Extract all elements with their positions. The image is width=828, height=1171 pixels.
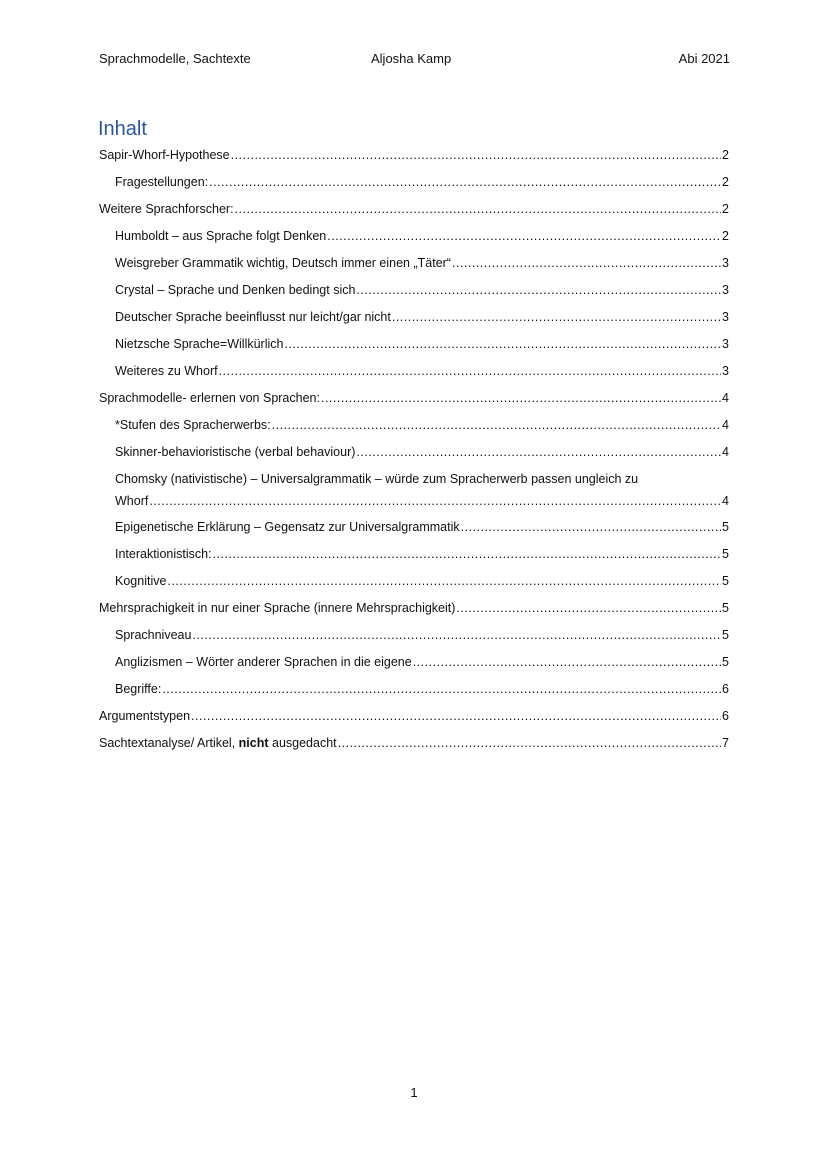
toc-page-number: 4 [722,391,729,405]
toc-entry[interactable] [99,198,729,225]
toc-entry[interactable] [99,144,729,171]
toc-leader-dots [167,570,721,592]
toc-leader-dots [461,516,721,538]
toc-entry[interactable] [99,171,729,198]
toc-entry-text: Weiteres zu Whorf [115,364,218,378]
toc-entry[interactable] [99,732,729,759]
toc-entry-text: Mehrsprachigkeit in nur einer Sprache (innere Mehrsprachigkeit) [99,601,456,615]
toc-entry-text: Nietzsche Sprache=Willkürlich [115,337,284,351]
toc-entry-text: Argumentstypen [99,709,191,723]
toc-entry-text: Weisgreber Grammatik wichtig, Deutsch immer einen „Täter“ [115,256,451,270]
toc-entry-text-line2: Whorf [115,494,149,508]
toc-page-number: 6 [722,682,729,696]
toc-leader-dots [272,414,721,436]
toc-page-number: 4 [722,494,729,508]
toc-leader-dots [191,705,721,727]
toc-entry-text: Begriffe: [115,682,162,696]
toc-entry[interactable] [99,651,729,678]
toc-entry-text: Anglizismen – Wörter anderer Sprachen in die eigene [115,655,412,669]
toc-leader-dots [209,171,721,193]
toc-leader-dots [192,624,721,646]
toc-page-number: 3 [722,256,729,270]
toc-entry[interactable] [99,441,729,468]
toc-leader-dots [219,360,721,382]
toc-entry-text-before: Sachtextanalyse/ Artikel, [99,736,239,750]
table-of-contents [99,144,729,759]
toc-entry[interactable] [99,624,729,651]
toc-entry[interactable] [99,597,729,624]
toc-entry[interactable] [99,414,729,441]
toc-page-number: 5 [722,574,729,588]
toc-leader-dots [452,252,721,274]
toc-entry[interactable] [99,225,729,252]
header-right: Abi 2021 [678,51,730,66]
toc-leader-dots [338,732,721,754]
toc-entry-text: Sprachniveau [115,628,192,642]
toc-entry-text-after: ausgedacht [268,736,337,750]
toc-entry-text: Deutscher Sprache beeinflusst nur leicht/gar nicht [115,310,391,324]
toc-entry[interactable] [99,252,729,279]
toc-page-number: 6 [722,709,729,723]
toc-entry-text-line1: Chomsky (nativistische) – Universalgrammatik – würde zum Spracherwerb passen ungleich zu [115,472,639,486]
toc-leader-dots [213,543,721,565]
toc-page-number: 5 [722,655,729,669]
toc-page-number: 3 [722,283,729,297]
toc-page-number: 4 [722,445,729,459]
toc-entry-text: Sapir-Whorf-Hypothese [99,148,230,162]
toc-entry[interactable] [99,279,729,306]
header-author: Aljosha Kamp [371,51,452,66]
toc-title: Inhalt [98,118,147,140]
toc-entry-text: Epigenetische Erklärung – Gegensatz zur Universalgrammatik [115,520,460,534]
page-number: 1 [410,1085,418,1100]
toc-entry[interactable] [99,306,729,333]
toc-page-number: 2 [722,202,729,216]
toc-leader-dots [149,490,721,512]
toc-leader-dots [235,198,722,220]
toc-entry-text-bold: nicht [238,736,269,750]
toc-entry[interactable] [99,543,729,570]
toc-entry-text [99,732,337,754]
toc-page-number: 2 [722,229,729,243]
toc-page-number: 5 [722,547,729,561]
toc-entry-text: Kognitive [115,574,167,588]
toc-leader-dots [356,441,721,463]
toc-page-number: 5 [722,520,729,534]
toc-leader-dots [321,387,721,409]
toc-page-number: 7 [722,736,729,750]
toc-entry-text: Fragestellungen: [115,175,209,189]
toc-entry[interactable] [99,333,729,360]
toc-leader-dots [162,678,721,700]
toc-entry-text: Skinner-behavioristische (verbal behaviour) [115,445,356,459]
toc-entry-text: Humboldt – aus Sprache folgt Denken [115,229,327,243]
toc-entry[interactable] [99,678,729,705]
toc-leader-dots [356,279,721,301]
toc-leader-dots [284,333,721,355]
toc-page-number: 2 [722,175,729,189]
toc-entry-text: *Stufen des Spracherwerbs: [115,418,271,432]
page-header [99,50,730,68]
toc-entry-text: Weitere Sprachforscher: [99,202,234,216]
toc-entry-text: Interaktionistisch: [115,547,212,561]
toc-entry[interactable] [99,360,729,387]
toc-entry[interactable] [99,468,729,516]
toc-leader-dots [413,651,721,673]
toc-page-number: 5 [722,628,729,642]
toc-entry[interactable] [99,387,729,414]
toc-page-number: 3 [722,310,729,324]
toc-page-number: 3 [722,364,729,378]
toc-leader-dots [231,144,721,166]
toc-entry[interactable] [99,516,729,543]
toc-leader-dots [456,597,721,619]
header-left: Sprachmodelle, Sachtexte [99,51,251,66]
toc-page-number: 3 [722,337,729,351]
toc-leader-dots [327,225,721,247]
toc-entry-text: Crystal – Sprache und Denken bedingt sich [115,283,356,297]
toc-page-number: 5 [722,601,729,615]
toc-entry-text: Sprachmodelle- erlernen von Sprachen: [99,391,320,405]
toc-page-number: 2 [722,148,729,162]
toc-leader-dots [392,306,721,328]
toc-entry[interactable] [99,570,729,597]
toc-page-number: 4 [722,418,729,432]
toc-entry[interactable] [99,705,729,732]
